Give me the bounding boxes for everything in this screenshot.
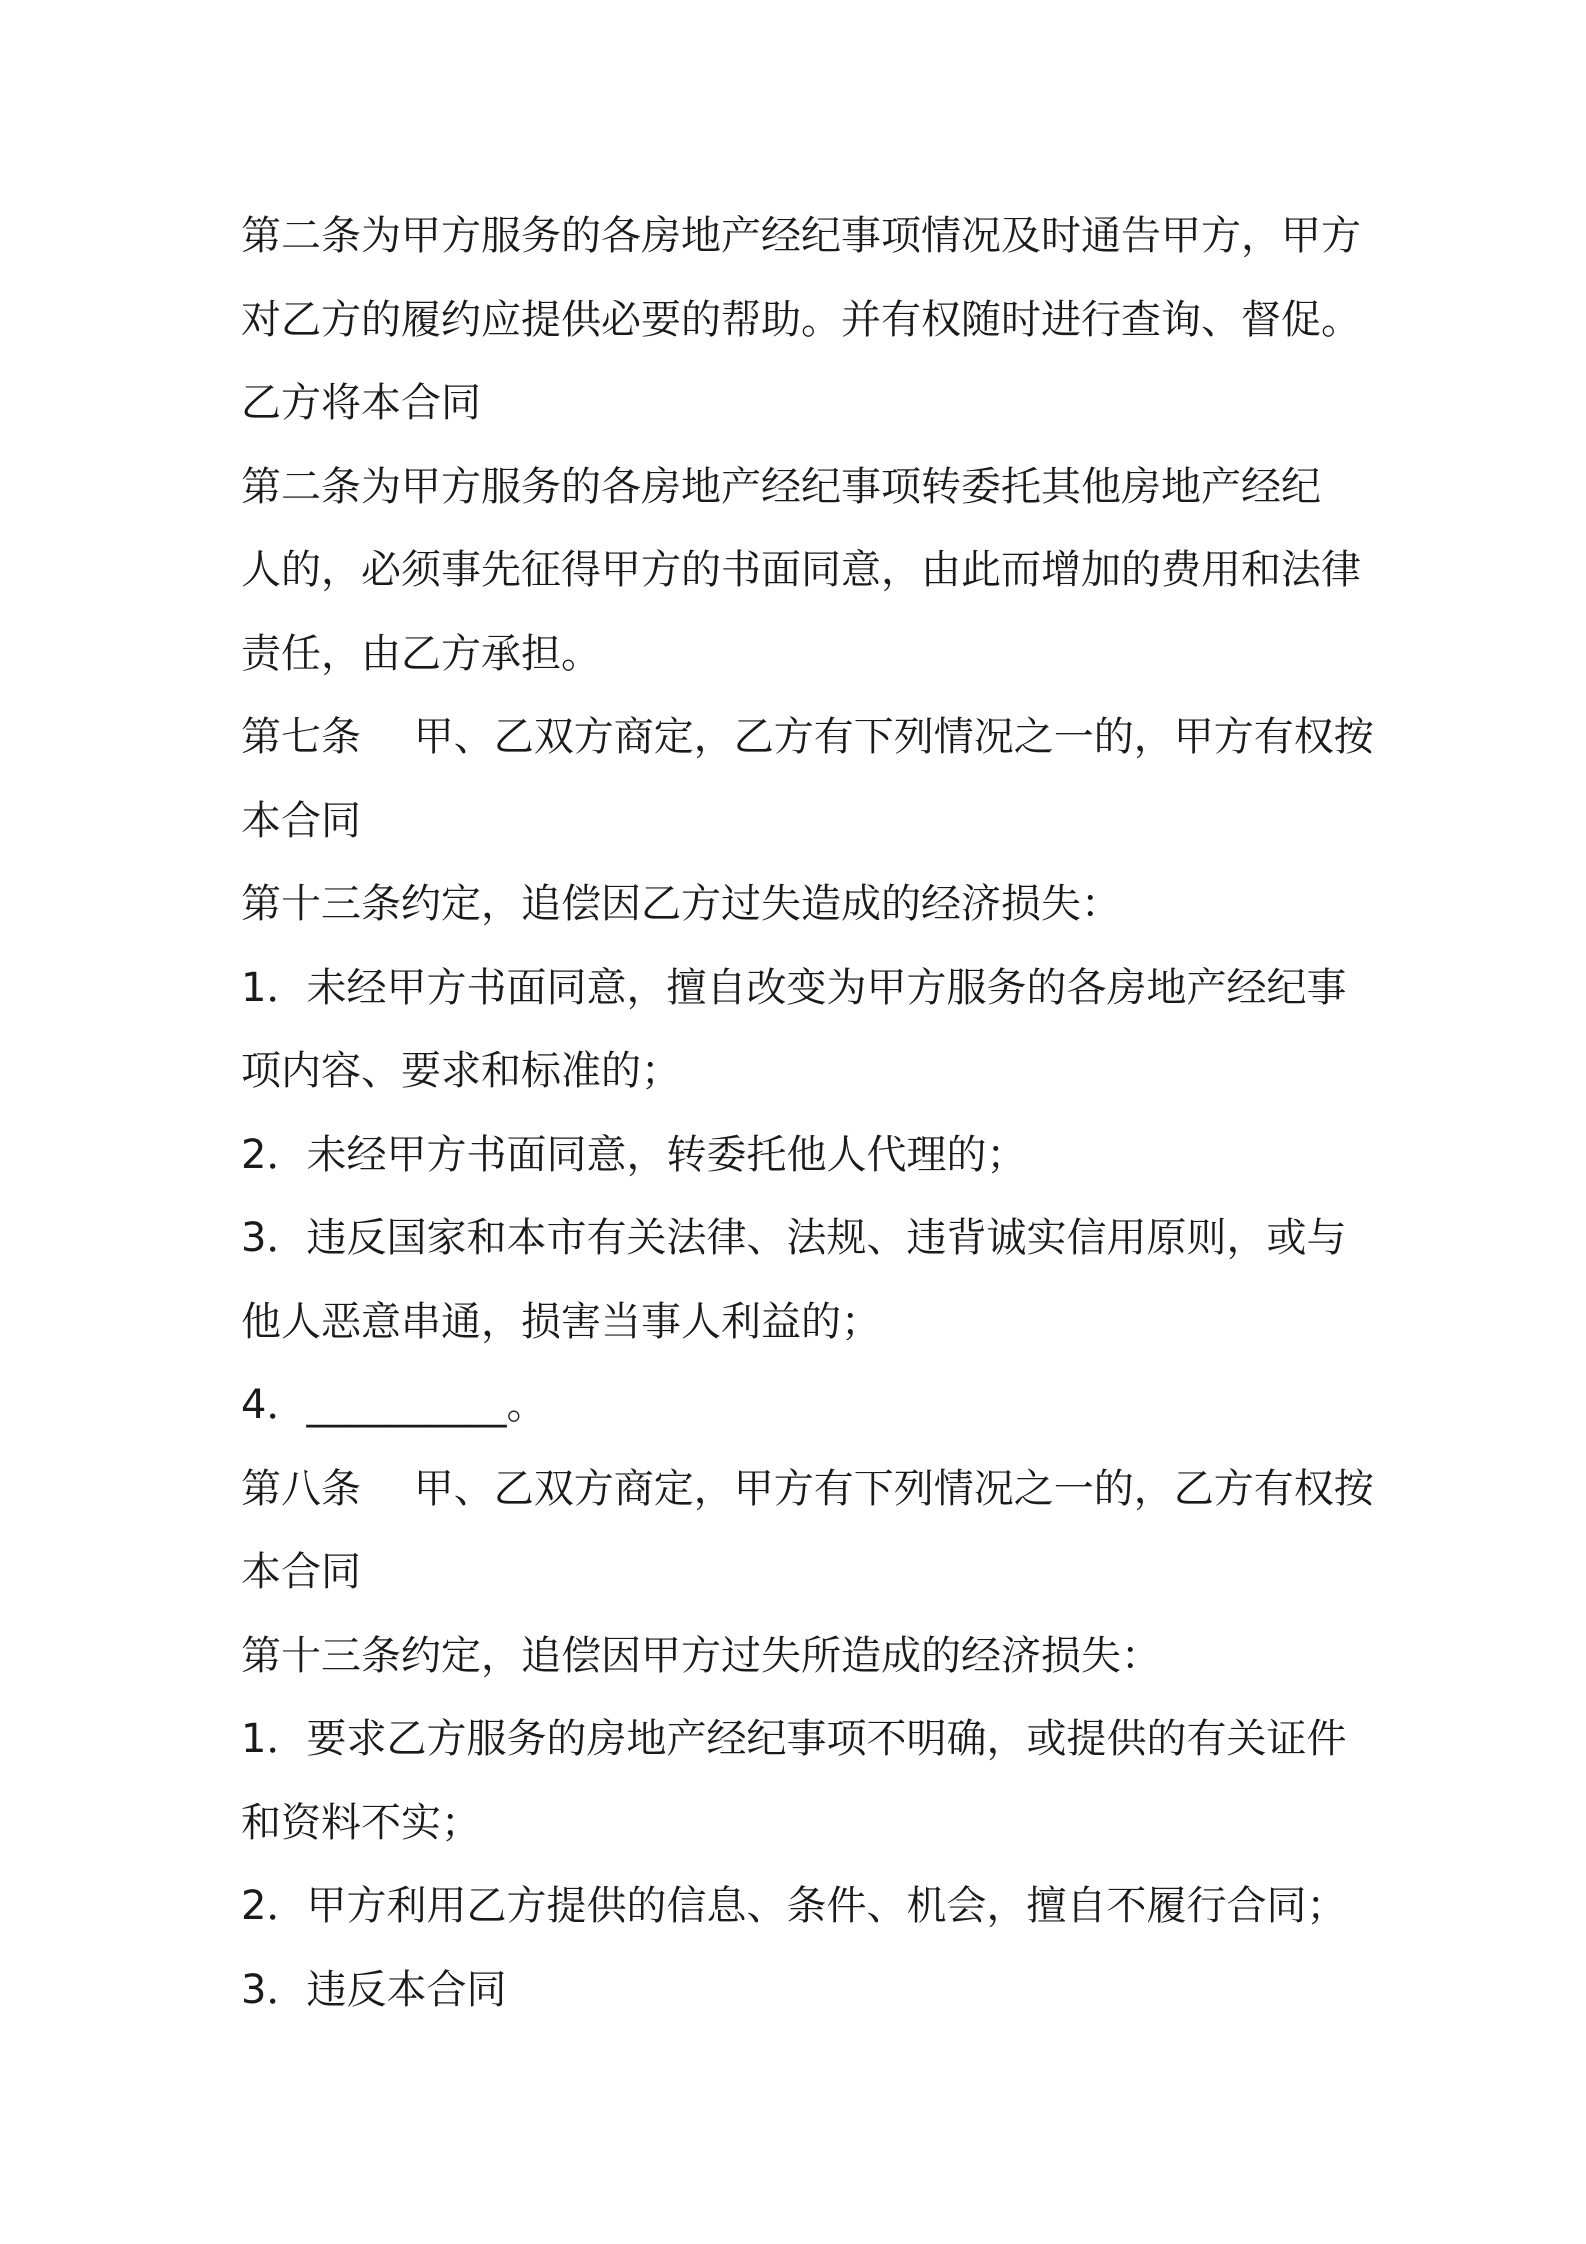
text-line: 2．未经甲方书面同意，转委托他人代理的；: [241, 1131, 1027, 1178]
text-line: 和资料不实；: [241, 1799, 481, 1846]
text-line: 责任，由乙方承担。: [241, 630, 601, 677]
text-line: 人的，必须事先征得甲方的书面同意，由此而增加的费用和法律: [241, 547, 1361, 593]
text-line: 2．甲方利用乙方提供的信息、条件、机会，擅自不履行合同；: [241, 1883, 1347, 1929]
text-line: 本合同: [241, 797, 361, 844]
text-line: 第十三条约定，追偿因乙方过失造成的经济损失：: [241, 881, 1121, 927]
text-line: 他人恶意串通，损害当事人利益的；: [241, 1298, 881, 1345]
text-line: 第二条为甲方服务的各房地产经纪事项情况及时通告甲方，甲方: [241, 213, 1361, 259]
text-line: 第二条为甲方服务的各房地产经纪事项转委托其他房地产经纪: [241, 463, 1321, 510]
text-line: 第十三条约定，追偿因甲方过失所造成的经济损失：: [241, 1632, 1161, 1679]
text-line: 3．违反本合同: [241, 1966, 507, 2013]
text-line: 1．未经甲方书面同意，擅自改变为甲方服务的各房地产经纪事: [241, 964, 1347, 1011]
text-line: 对乙方的履约应提供必要的帮助。并有权随时进行查询、督促。: [241, 296, 1361, 343]
text-line: 项内容、要求和标准的；: [241, 1048, 681, 1094]
text-line: 第八条 甲、乙双方商定，甲方有下列情况之一的，乙方有权按: [241, 1465, 1374, 1512]
text-line: 3．违反国家和本市有关法律、法规、违背诚实信用原则，或与: [241, 1215, 1347, 1261]
text-line: 1．要求乙方服务的房地产经纪事项不明确，或提供的有关证件: [241, 1716, 1347, 1762]
text-line: 乙方将本合同: [241, 380, 481, 426]
text-line: 第七条 甲、乙双方商定，乙方有下列情况之一的，甲方有权按: [241, 714, 1374, 760]
text-line: 4．__________。: [241, 1382, 547, 1428]
document-body: [241, 195, 1374, 2032]
text-line: 本合同: [241, 1549, 361, 1595]
